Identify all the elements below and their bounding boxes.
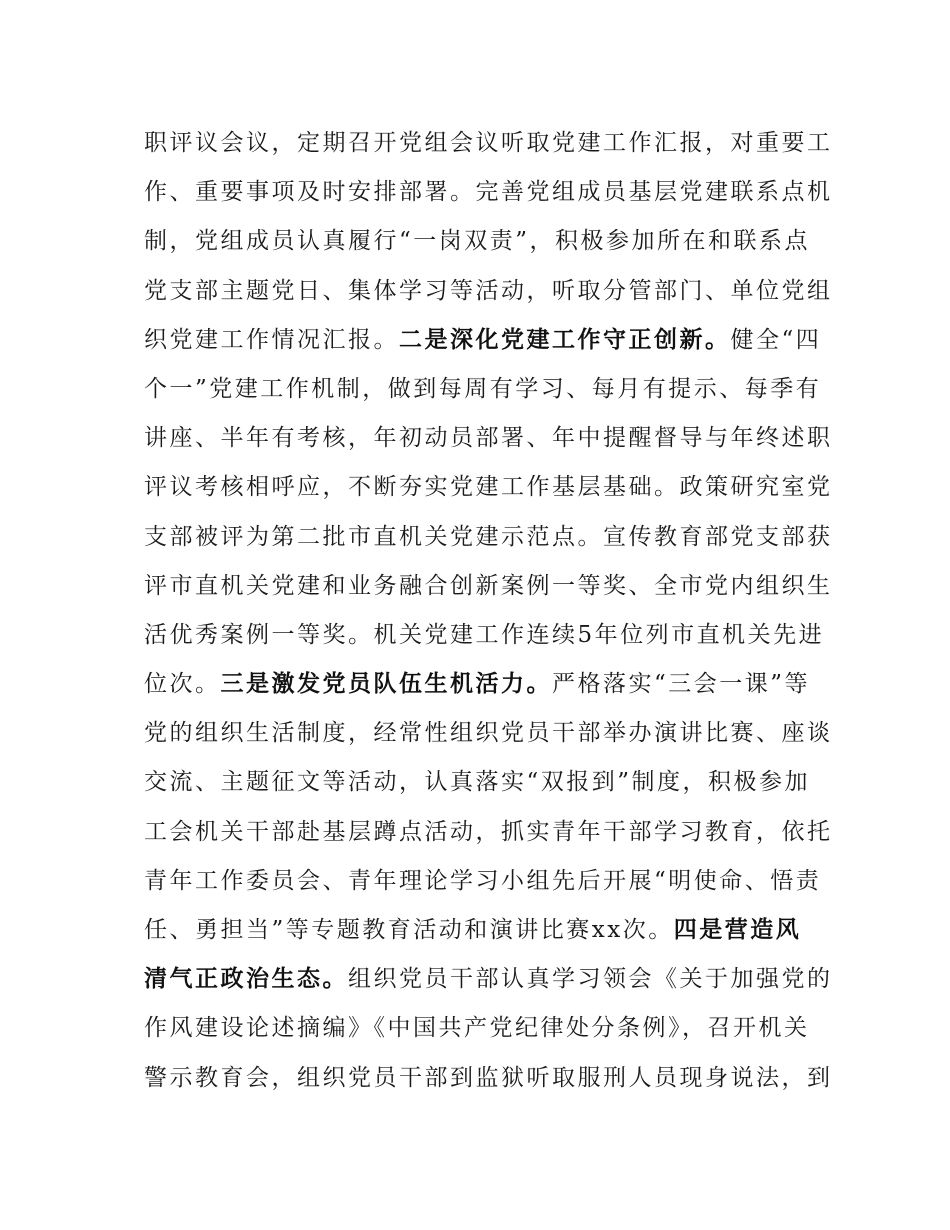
body-text xyxy=(144,119,833,1103)
text-segment: 工会机关干部赴基层蹲点活动，抓实青年干部学习教育，依托 xyxy=(144,818,833,845)
text-line xyxy=(144,758,814,807)
text-line xyxy=(144,217,814,266)
text-segment: 健全“四 xyxy=(730,326,822,353)
bold-heading-text: 清气正政治生态。 xyxy=(144,966,348,993)
text-segment: 支部被评为第二批市直机关党建示范点。宣传教育部党支部获 xyxy=(144,523,833,550)
text-segment: 党支部主题党日、集体学习等活动，听取分管部门、单位党组 xyxy=(144,277,833,304)
text-segment: 任、勇担当”等专题教育活动和演讲比赛xx次。 xyxy=(144,917,674,943)
bold-heading-text: 二是深化党建工作守正创新。 xyxy=(399,326,731,353)
text-line xyxy=(144,119,833,168)
text-line xyxy=(144,513,833,562)
text-line xyxy=(144,906,814,955)
text-line xyxy=(144,1054,833,1103)
text-segment: 警示教育会，组织党员干部到监狱听取服刑人员现身说法，到 xyxy=(144,1064,833,1091)
text-segment: 职评议会议，定期召开党组会议听取党建工作汇报，对重要工 xyxy=(144,130,833,156)
text-segment: 组织党员干部认真学习领会《关于加强党的 xyxy=(348,966,833,993)
bold-heading-text: 三是激发党员队伍生机活力。 xyxy=(220,671,552,698)
text-line xyxy=(144,316,822,365)
text-segment: 评议考核相呼应，不断夯实党建工作基层基础。政策研究室党 xyxy=(144,474,833,501)
bold-heading-text: 四是营造风 xyxy=(673,917,802,943)
text-segment: 作风建设论述摘编》《中国共产党纪律处分条例》，召开机关 xyxy=(144,1015,810,1042)
text-segment: 制，党组成员认真履行“一岗双责”，积极参加所在和联系点 xyxy=(144,228,811,255)
text-line xyxy=(144,955,833,1004)
text-segment: 交流、主题征文等活动，认真落实“双报到”制度，积极参加 xyxy=(144,769,811,796)
text-line xyxy=(144,414,833,463)
text-segment: 个一”党建工作机制，做到每周有学习、每月有提示、每季有 xyxy=(144,375,822,402)
text-segment: 讲座、半年有考核，年初动员部署、年中提醒督导与年终述职 xyxy=(144,425,833,452)
text-line xyxy=(144,808,833,857)
text-line xyxy=(144,660,814,709)
text-segment: 位次。 xyxy=(144,671,221,698)
text-segment: 严格落实“三会一课”等 xyxy=(552,671,811,698)
text-line xyxy=(144,562,833,611)
text-line xyxy=(144,1004,814,1053)
text-line xyxy=(144,857,822,906)
text-line xyxy=(144,463,833,512)
text-segment: 活优秀案例一等奖。机关党建工作连续5年位列市直机关先进 xyxy=(144,621,825,648)
text-segment: 党的组织生活制度，经常性组织党员干部举办演讲比赛、座谈 xyxy=(144,720,833,747)
text-segment: 作、重要事项及时安排部署。完善党组成员基层党建联系点机 xyxy=(144,179,833,206)
text-segment: 青年工作委员会、青年理论学习小组先后开展“明使命、悟责 xyxy=(144,867,822,894)
text-segment: 织党建工作情况汇报。 xyxy=(144,326,399,353)
text-line xyxy=(144,365,822,414)
text-line xyxy=(144,267,833,316)
text-line xyxy=(144,709,833,758)
text-line xyxy=(144,168,833,217)
text-line xyxy=(144,611,825,660)
text-segment: 评市直机关党建和业务融合创新案例一等奖、全市党内组织生 xyxy=(144,572,833,599)
